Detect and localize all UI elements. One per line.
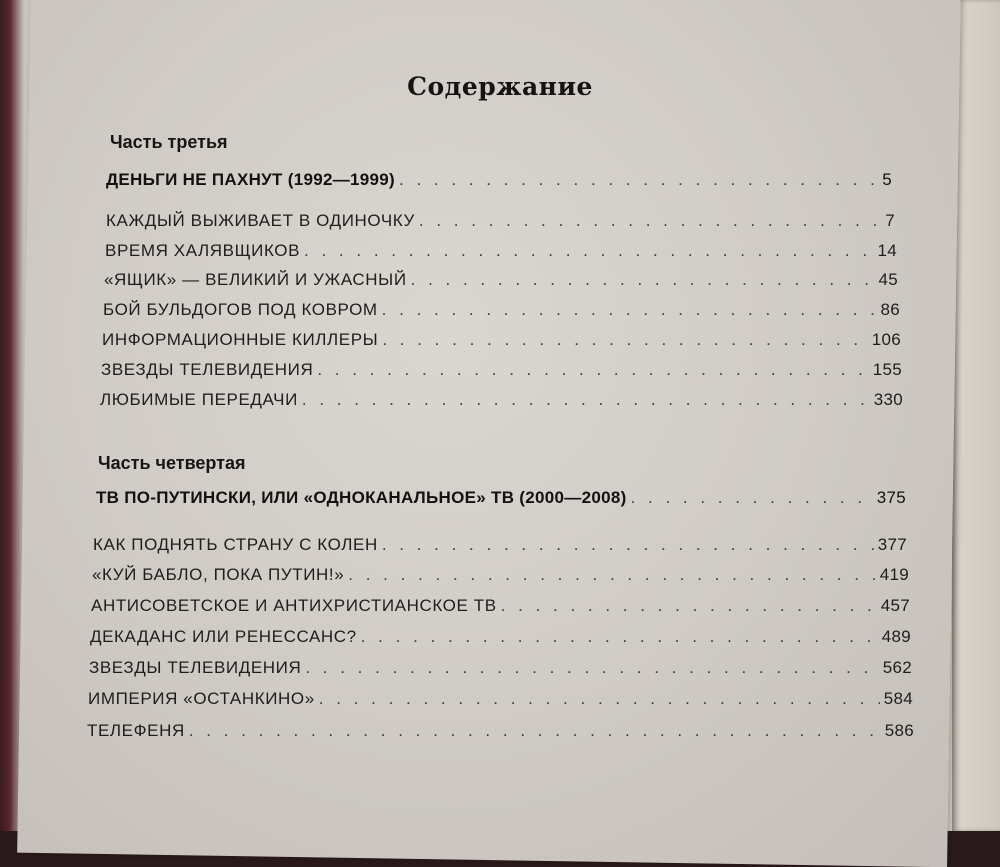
toc-entry-page: 330 xyxy=(873,390,903,409)
toc-section-entry xyxy=(102,330,901,350)
toc-entry-title: ТЕЛЕФЕНЯ xyxy=(87,721,185,740)
toc-entry-page: 106 xyxy=(871,330,901,349)
dot-leader xyxy=(399,170,878,190)
toc-entry-title: ЗВЕЗДЫ ТЕЛЕВИДЕНИЯ xyxy=(89,658,302,677)
toc-entry-title: ИНФОРМАЦИОННЫЕ КИЛЛЕРЫ xyxy=(102,330,379,349)
dot-leader xyxy=(305,658,878,678)
dot-leader xyxy=(317,360,868,380)
toc-entry-title: АНТИСОВЕТСКОЕ И АНТИХРИСТИАНСКОЕ ТВ xyxy=(91,596,497,615)
toc-entry-title: «КУЙ БАБЛО, ПОКА ПУТИН!» xyxy=(92,565,345,584)
toc-section-entry xyxy=(105,241,897,261)
toc-chapter-entry xyxy=(96,488,906,508)
toc-entry-page: 586 xyxy=(884,721,914,740)
toc-entry-page: 584 xyxy=(883,689,913,708)
dot-leader xyxy=(302,390,870,410)
dot-leader xyxy=(631,488,873,508)
toc-entry-page: 14 xyxy=(877,241,897,260)
dot-leader xyxy=(348,565,875,585)
toc-entry-title: ТВ ПО-ПУТИНСКИ, ИЛИ «ОДНОКАНАЛЬНОЕ» ТВ (2000—2008) xyxy=(96,488,627,507)
dot-leader xyxy=(501,596,877,616)
toc-entry-title: ЛЮБИМЫЕ ПЕРЕДАЧИ xyxy=(100,390,298,409)
toc-entry-page: 375 xyxy=(876,488,906,507)
toc-section-entry xyxy=(88,689,913,709)
toc-entry-title: ВРЕМЯ ХАЛЯВЩИКОВ xyxy=(105,241,301,260)
toc-section-entry xyxy=(90,627,911,647)
toc-entry-page: 489 xyxy=(881,627,911,646)
toc-entry-page: 7 xyxy=(885,211,895,230)
toc-entry-page: 377 xyxy=(877,535,907,554)
toc-section-entry xyxy=(104,270,898,290)
dot-leader xyxy=(411,270,875,290)
toc-section-entry xyxy=(106,211,895,231)
toc-entry-title: «ЯЩИК» — ВЕЛИКИЙ И УЖАСНЫЙ xyxy=(104,270,407,289)
toc-section-entry xyxy=(91,596,910,616)
toc-entry-page: 562 xyxy=(882,658,912,677)
toc-entry-page: 5 xyxy=(882,170,892,189)
dot-leader xyxy=(304,241,873,261)
toc-section-entry xyxy=(93,535,907,555)
toc-entry-title: ДЕКАДАНС ИЛИ РЕНЕССАНС? xyxy=(90,627,357,646)
toc-section-entry xyxy=(92,565,909,585)
toc-section-entry xyxy=(89,658,912,678)
part-heading: Часть четвертая xyxy=(98,453,246,473)
toc-entry-title: БОЙ БУЛЬДОГОВ ПОД КОВРОМ xyxy=(103,300,378,319)
toc-entry-page: 419 xyxy=(879,565,909,584)
dot-leader xyxy=(382,535,874,555)
dot-leader xyxy=(382,300,877,320)
toc-section-entry xyxy=(100,390,903,410)
toc-entry-title: ИМПЕРИЯ «ОСТАНКИНО» xyxy=(88,689,315,708)
contents-title: Содержание xyxy=(407,72,593,101)
part-heading: Часть третья xyxy=(110,132,228,152)
dot-leader xyxy=(319,689,880,709)
dot-leader xyxy=(189,721,881,741)
dot-leader xyxy=(382,330,867,350)
toc-entry-title: ЗВЕЗДЫ ТЕЛЕВИДЕНИЯ xyxy=(101,360,314,379)
toc-entry-page: 457 xyxy=(880,596,910,615)
dot-leader xyxy=(419,211,881,231)
toc-entry-page: 155 xyxy=(872,360,902,379)
toc-entry-title: ДЕНЬГИ НЕ ПАХНУТ (1992—1999) xyxy=(106,170,396,189)
dot-leader xyxy=(361,627,878,647)
adjacent-page-edge xyxy=(952,0,1000,831)
toc-entry-title: КАК ПОДНЯТЬ СТРАНУ С КОЛЕН xyxy=(93,535,378,554)
toc-chapter-entry xyxy=(106,170,892,190)
toc-section-entry xyxy=(101,360,902,380)
toc-section-entry xyxy=(103,300,900,320)
toc-entry-page: 45 xyxy=(878,270,898,289)
toc-entry-title: КАЖДЫЙ ВЫЖИВАЕТ В ОДИНОЧКУ xyxy=(106,211,415,230)
toc-entry-page: 86 xyxy=(880,300,900,319)
toc-section-entry xyxy=(87,721,914,741)
